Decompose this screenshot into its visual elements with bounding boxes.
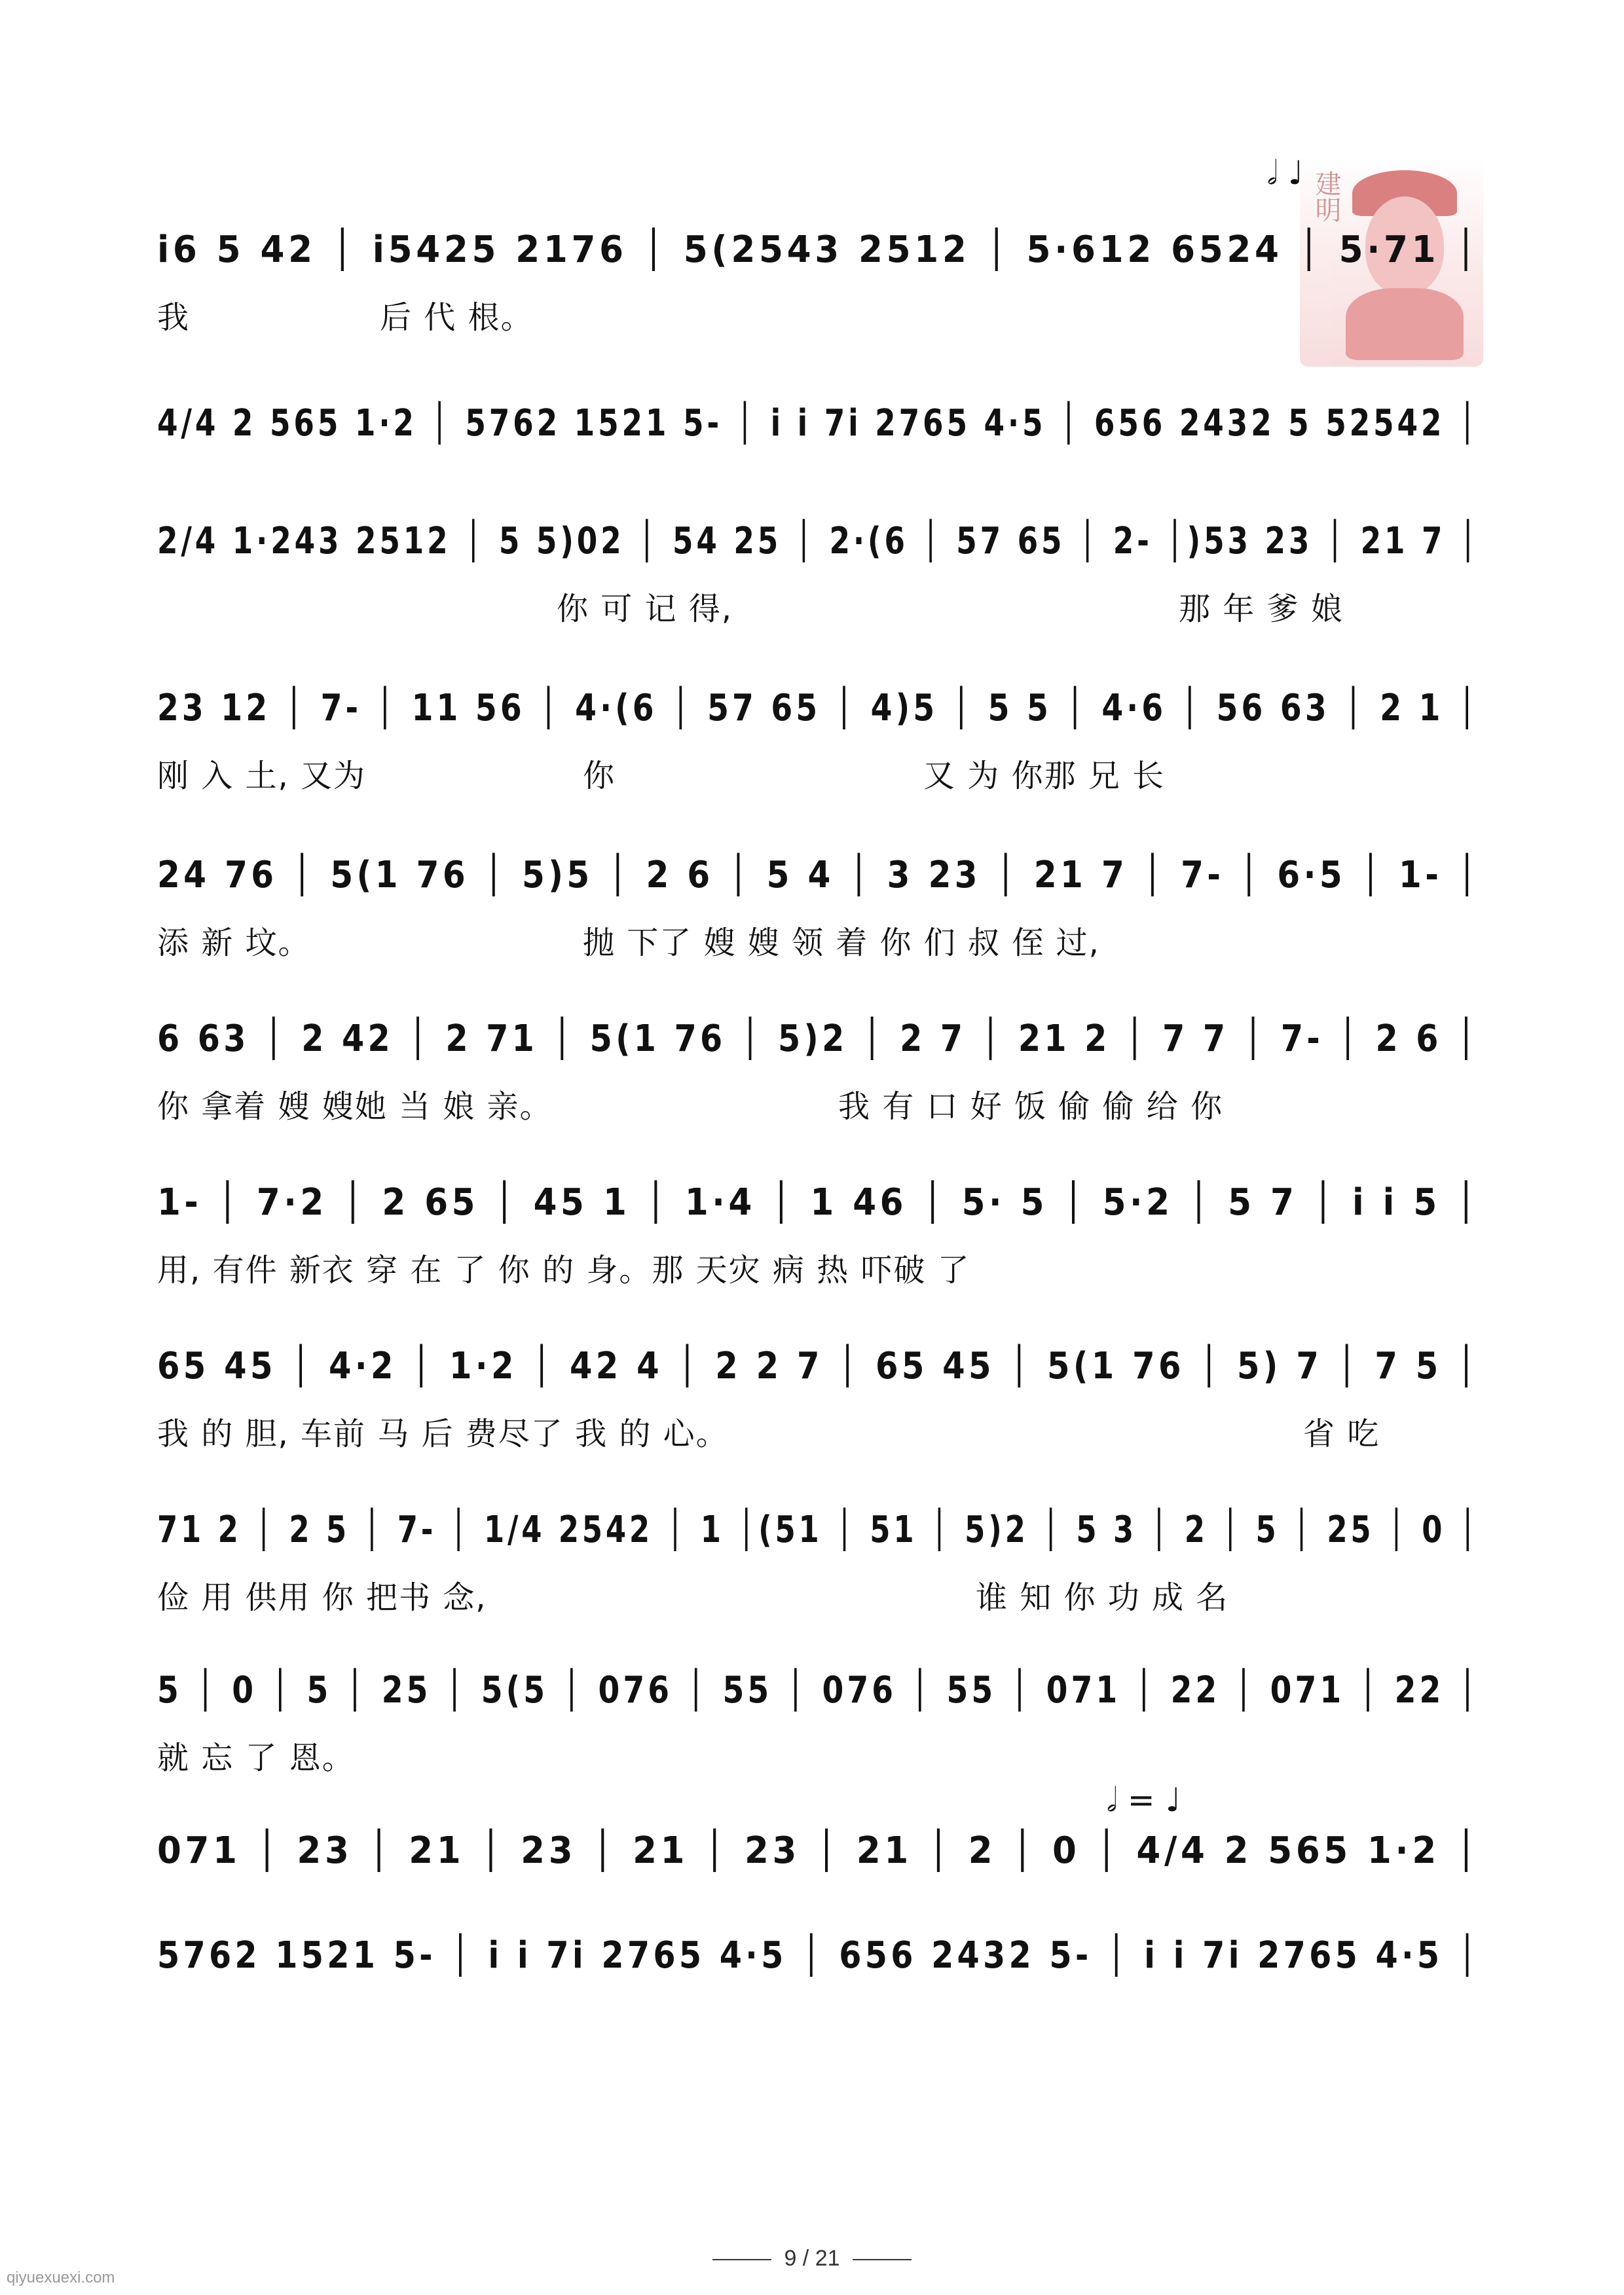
jianpu-notes: 6 63 │ 2 42 │ 2 71 │ 5(1 76 │ 5)2 │ 2 7 │ 21 2 │ 7 7 │ 7- │ 2 6 │ [157, 1018, 1479, 1060]
jianpu-notes: 5 │ 0 │ 5 │ 25 │ 5(5 │ 076 │ 55 │ 076 │ 55 │ 071 │ 22 │ 071 │ 22 │ [157, 1669, 1481, 1712]
notation-line [157, 488, 1480, 560]
lyric-text: 我 有 口 好 饭 偷 偷 给 你 [838, 1088, 1224, 1125]
lyrics-line [157, 583, 1480, 629]
jianpu-notes: 071 │ 23 │ 21 │ 23 │ 21 │ 23 │ 21 │ 2 │ 0 │ 4/4 2 565 1·2 │ [157, 1829, 1481, 1872]
lyric-text: 你 可 记 得, [557, 591, 733, 627]
lyrics-line [157, 917, 1480, 963]
lyric-text: 我 的 胆, 车前 马 后 费尽了 我 的 心。 [157, 1416, 729, 1452]
lyric-text: 你 拿着 嫂 嫂她 当 娘 亲。 [157, 1088, 553, 1125]
notation-line [157, 196, 1481, 271]
jianpu-notes: 5762 1521 5- │ i i 7i 2765 4·5 │ 656 2432 5- │ i i 7i 2765 4·5 │ [157, 1934, 1481, 1977]
site-watermark: qiyuexuexi.com [7, 2269, 115, 2286]
lyrics-line [157, 292, 1480, 338]
footer-rule-right [853, 2259, 912, 2260]
notation-line [157, 1902, 1481, 1977]
footer-rule-left [712, 2259, 771, 2260]
score-system [157, 1637, 1480, 1778]
lyric-text: 省 吃 [1303, 1416, 1380, 1452]
jianpu-notes: i6 5 42 │ i5425 2176 │ 5(2543 2512 │ 5·612 6524 │ 5·71 │ [157, 229, 1481, 271]
lyric-text: 那 年 爹 娘 [1179, 591, 1344, 627]
jianpu-notes: 1- │ 7·2 │ 2 65 │ 45 1 │ 1·4 │ 1 46 │ 5· 5 │ 5·2 │ 5 7 │ i i 5 │ [157, 1181, 1480, 1224]
score-system [157, 370, 1480, 445]
jianpu-notes: 4/4 2 565 1·2 │ 5762 1521 5- │ i i 7i 2765 4·5 │ 656 2432 5 52542 │ [157, 402, 1480, 445]
notation-line [157, 1637, 1481, 1712]
jianpu-notes: 65 45 │ 4·2 │ 1·2 │ 42 4 │ 2 2 7 │ 65 45 │ 5(1 76 │ 5) 7 │ 7 5 │ [157, 1345, 1480, 1387]
lyrics-line [157, 750, 1480, 796]
lyric-text: 添 新 坟。 [157, 925, 311, 961]
jianpu-notes: 24 76 │ 5(1 76 │ 5)5 │ 2 6 │ 5 4 │ 3 23 │ 21 7 │ 7- │ 6·5 │ 1- │ [157, 854, 1481, 896]
jianpu-notes: 71 2 │ 2 5 │ 7- │ 1/4 2542 │ 1 │(51 │ 51 │ 5)2 │ 5 3 │ 2 │ 5 │ 25 │ 0 │ [157, 1509, 1480, 1551]
lyric-text: 用, 有件 新衣 穿 在 了 你 的 身。那 天灾 病 热 吓破 了 [157, 1252, 970, 1289]
tempo-mark-top: 𝅗𝅥 ♩ [1267, 154, 1304, 192]
score-system [157, 655, 1480, 796]
notation-line [157, 822, 1480, 894]
score-system [157, 1902, 1481, 1977]
score-system [157, 1149, 1480, 1291]
lyric-text: 后 代 根。 [380, 299, 534, 336]
notation-line [157, 1149, 1480, 1224]
score-system [157, 1797, 1481, 1872]
lyrics-line [157, 1572, 1480, 1618]
notation-line [157, 1313, 1480, 1385]
lyrics-line [157, 1408, 1480, 1454]
notation-line [157, 1477, 1480, 1549]
lyric-text: 我 [157, 299, 191, 336]
score-system [157, 985, 1480, 1127]
jianpu-notes: 23 12 │ 7- │ 11 56 │ 4·(6 │ 57 65 │ 4)5 │ 5 5 │ 4·6 │ 56 63 │ 2 1 │ [157, 687, 1480, 729]
lyric-text: 刚 入 土, 又为 [157, 758, 367, 794]
lyric-text: 俭 用 供用 你 把书 念, [157, 1579, 487, 1616]
notation-line [157, 655, 1480, 727]
lyric-text: 抛 下了 嫂 嫂 领 着 你 们 叔 侄 过, [583, 925, 1100, 961]
lyric-text: 你 [583, 758, 616, 794]
notation-line [157, 370, 1480, 445]
lyrics-line [157, 1733, 1480, 1778]
score-system [157, 822, 1480, 963]
notation-line [157, 985, 1480, 1060]
lyrics-line [157, 1245, 1480, 1291]
lyric-text: 谁 知 你 功 成 名 [976, 1579, 1229, 1616]
score-system [157, 1477, 1480, 1618]
jianpu-notes: 2/4 1·243 2512 │ 5 5)02 │ 54 25 │ 2·(6 │ 57 65 │ 2- │)53 23 │ 21 7 │ [157, 520, 1481, 562]
score-system [157, 196, 1480, 338]
lyrics-line [157, 1081, 1480, 1127]
page-number: 9 / 21 [784, 2246, 840, 2271]
lyric-text: 就 忘 了 恩。 [157, 1740, 355, 1776]
tempo-mark-mid: 𝅗𝅥 = ♩ [1107, 1781, 1181, 1819]
score-system [157, 488, 1480, 629]
notation-line [157, 1797, 1481, 1872]
page-footer [0, 2246, 1624, 2271]
lyric-text: 又 为 你那 兄 长 [923, 758, 1166, 794]
logo-text: 建明 [1311, 170, 1341, 223]
score-system [157, 1313, 1480, 1454]
